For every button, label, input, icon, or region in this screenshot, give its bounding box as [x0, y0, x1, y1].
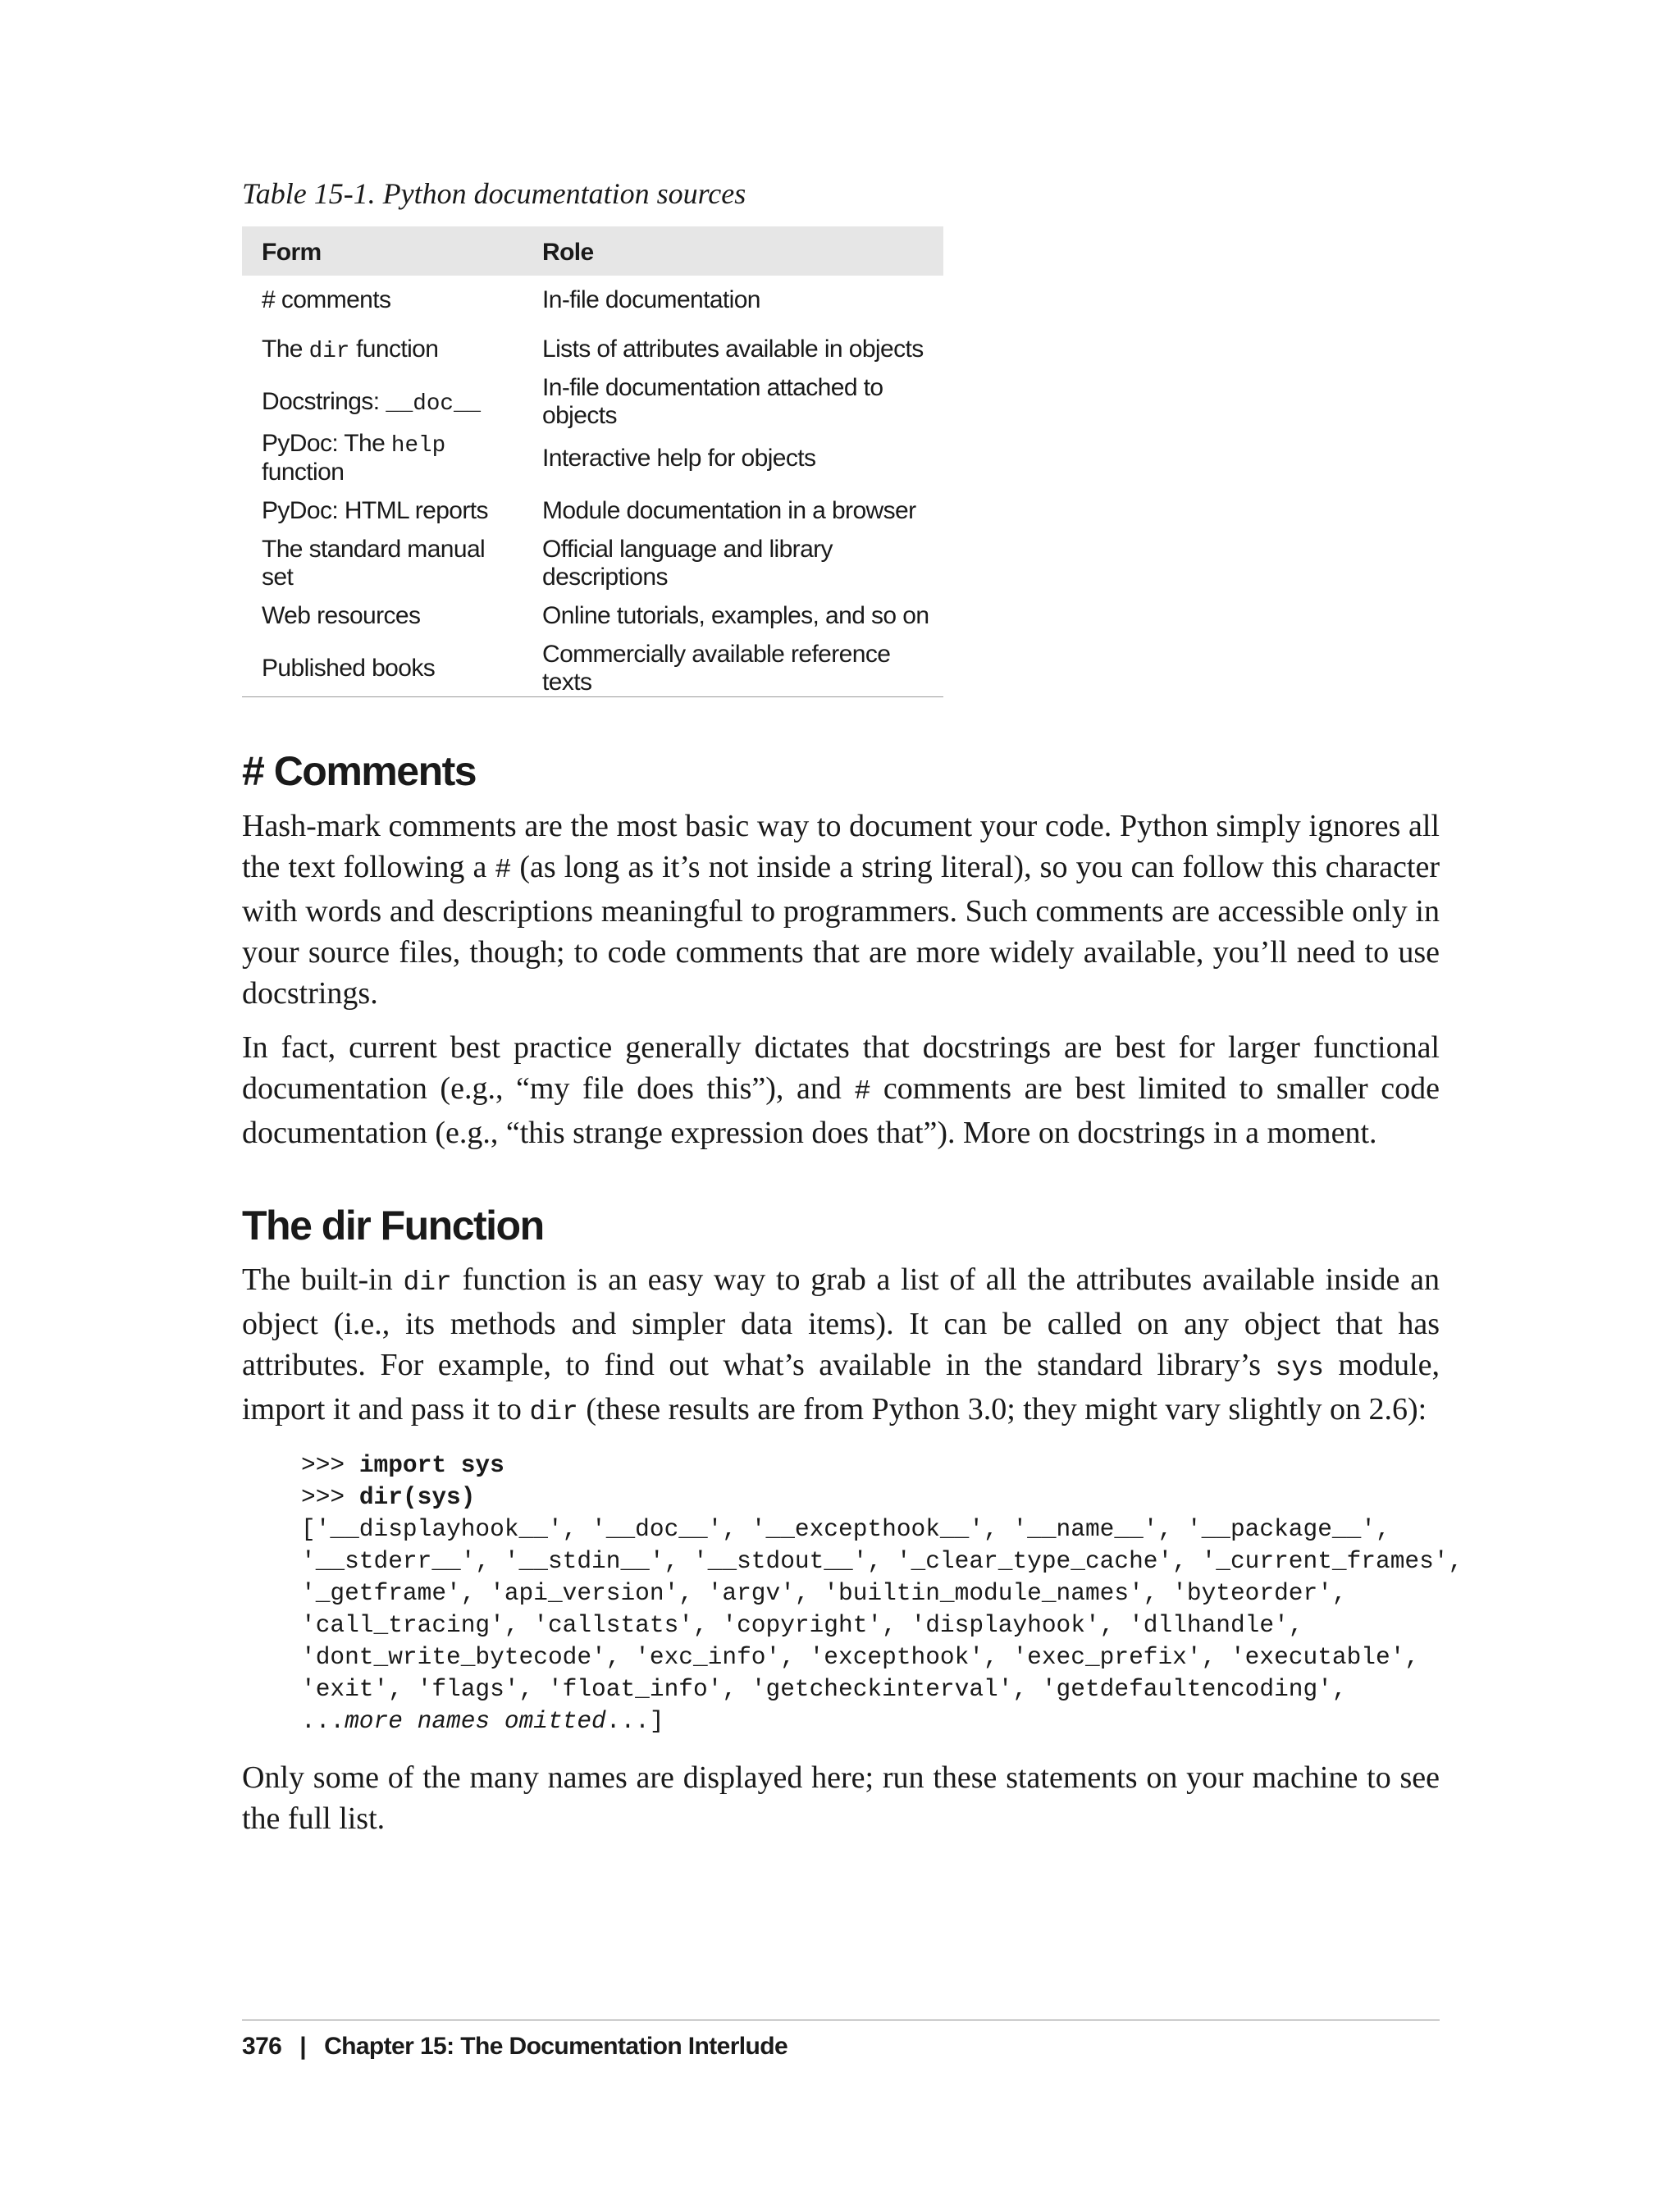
- table-header-role: Role: [542, 239, 594, 267]
- paragraph: [242, 806, 1440, 1014]
- form-text: Docstrings:: [262, 387, 386, 415]
- table-header-form: Form: [262, 239, 322, 267]
- code-output-line: 'exit', 'flags', 'float_info', 'getcheckinterval', 'getdefaultencoding',: [301, 1675, 1347, 1704]
- table-cell-role: Module documentation in a browser: [542, 497, 916, 525]
- code-ellipsis: ...: [605, 1707, 650, 1736]
- text-run: (as long as it’s not inside a string literal), so you can follow this character with words and descriptions meaningful to programmers. Such comments are accessible only in your source files, though; to code comments that are more widely available, you’ll need to use docstrings.: [242, 849, 1440, 1011]
- inline-code: dir: [403, 1267, 452, 1299]
- table-row: [242, 486, 943, 536]
- code-prompt: >>>: [301, 1483, 359, 1512]
- form-text: function: [349, 335, 439, 363]
- table-row: [242, 325, 943, 374]
- paragraph: [242, 1259, 1440, 1433]
- page-number: 376: [242, 2033, 282, 2060]
- code-ellipsis: ...: [301, 1707, 345, 1736]
- table-cell-form: Web resources: [262, 602, 421, 630]
- table-header-row: [242, 226, 943, 276]
- table-row: [242, 536, 943, 591]
- table-cell-form: Published books: [262, 655, 436, 682]
- code-listing: [301, 1449, 1463, 1737]
- table-cell-form: [242, 325, 523, 374]
- chapter-title: Chapter 15: The Documentation Interlude: [324, 2033, 788, 2060]
- inline-code: dir: [529, 1397, 578, 1428]
- text-run: comments are best limited to smaller code documentation (e.g., “this strange expression does that”). More on docstrings in a moment.: [242, 1071, 1440, 1150]
- paragraph: [242, 1027, 1440, 1153]
- code-output-line: '_getframe', 'api_version', 'argv', 'builtin_module_names', 'byteorder',: [301, 1579, 1347, 1608]
- inline-code: #: [854, 1075, 871, 1107]
- code-omitted-note: more names omitted: [345, 1707, 606, 1736]
- table-cell-role: Online tutorials, examples, and so on: [542, 602, 929, 630]
- code-output-line: ['__displayhook__', '__doc__', '__excepthook__', '__name__', '__package__',: [301, 1515, 1390, 1544]
- text-run: The built-in: [242, 1262, 404, 1298]
- footer-separator: |: [299, 2033, 307, 2060]
- code-command: dir(sys): [358, 1483, 476, 1512]
- documentation-sources-table: [242, 226, 943, 697]
- form-text: function: [262, 459, 345, 486]
- table-cell-form: PyDoc: HTML reports: [262, 497, 488, 525]
- code-output-line: 'dont_write_bytecode', 'exc_info', 'excepthook', 'exec_prefix', 'executable',: [301, 1643, 1420, 1672]
- page-content: [242, 176, 1463, 1839]
- text-run: In fact, current best practice generally dictates that docstrings are best for larger functional documentation (e.g., “my file does this”), and: [242, 1029, 1440, 1106]
- table-cell-role: Lists of attributes available in objects: [542, 336, 924, 363]
- table-cell-role: Commercially available reference texts: [542, 641, 891, 696]
- inline-code: #: [495, 854, 512, 885]
- text-run: module, import it and pass it to: [242, 1348, 1440, 1427]
- code-output-line: '__stderr__', '__stdin__', '__stdout__', '_clear_type_cache', '_current_frames',: [301, 1547, 1463, 1576]
- table-row: [242, 591, 943, 641]
- table-row: [242, 430, 943, 486]
- text-run: function is an easy way to grab a list of all the attributes available inside an object (i.e., its methods and simpler data items). It can be called on any object that has attributes. For example, to find out what’s available in the standard library’s: [242, 1262, 1440, 1383]
- table-cell-role: Official language and library descriptions: [542, 536, 833, 591]
- table-row: [242, 641, 943, 697]
- table-row: [242, 276, 943, 325]
- code-bracket: ]: [649, 1707, 664, 1736]
- table-cell-form: [242, 430, 523, 486]
- form-code: __doc__: [386, 390, 482, 417]
- code-output-line: 'call_tracing', 'callstats', 'copyright', 'displayhook', 'dllhandle',: [301, 1611, 1303, 1640]
- inline-code: sys: [1275, 1353, 1324, 1384]
- form-code: help: [390, 433, 446, 459]
- table-cell-role: Interactive help for objects: [542, 444, 816, 472]
- form-text: The: [262, 335, 309, 363]
- text-run: Hash-mark comments are the most basic way to document your code. Python simply ignores all the text following a: [242, 808, 1440, 884]
- table-cell-role: In-file documentation: [542, 286, 760, 314]
- text-run: (these results are from Python 3.0; they might vary slightly on 2.6):: [578, 1392, 1427, 1427]
- code-command: import sys: [358, 1451, 504, 1480]
- table-caption: Table 15-1. Python documentation sources: [242, 177, 746, 210]
- table-cell-form: The standard manual set: [262, 536, 486, 591]
- paragraph: Only some of the many names are displayed here; run these statements on your machine to see the full list.: [242, 1760, 1440, 1837]
- page-footer: [242, 2033, 788, 2061]
- section-heading-dir-function: The dir Function: [242, 1202, 544, 1249]
- table-cell-form: # comments: [262, 286, 391, 314]
- table-row: [242, 374, 943, 430]
- table-cell-role: In-file documentation attached to objects: [542, 374, 883, 430]
- table-cell-form: [242, 374, 523, 430]
- section-heading-comments: # Comments: [242, 748, 477, 795]
- form-text: PyDoc: The: [262, 430, 391, 458]
- form-code: dir: [308, 338, 350, 364]
- code-prompt: >>>: [301, 1451, 359, 1480]
